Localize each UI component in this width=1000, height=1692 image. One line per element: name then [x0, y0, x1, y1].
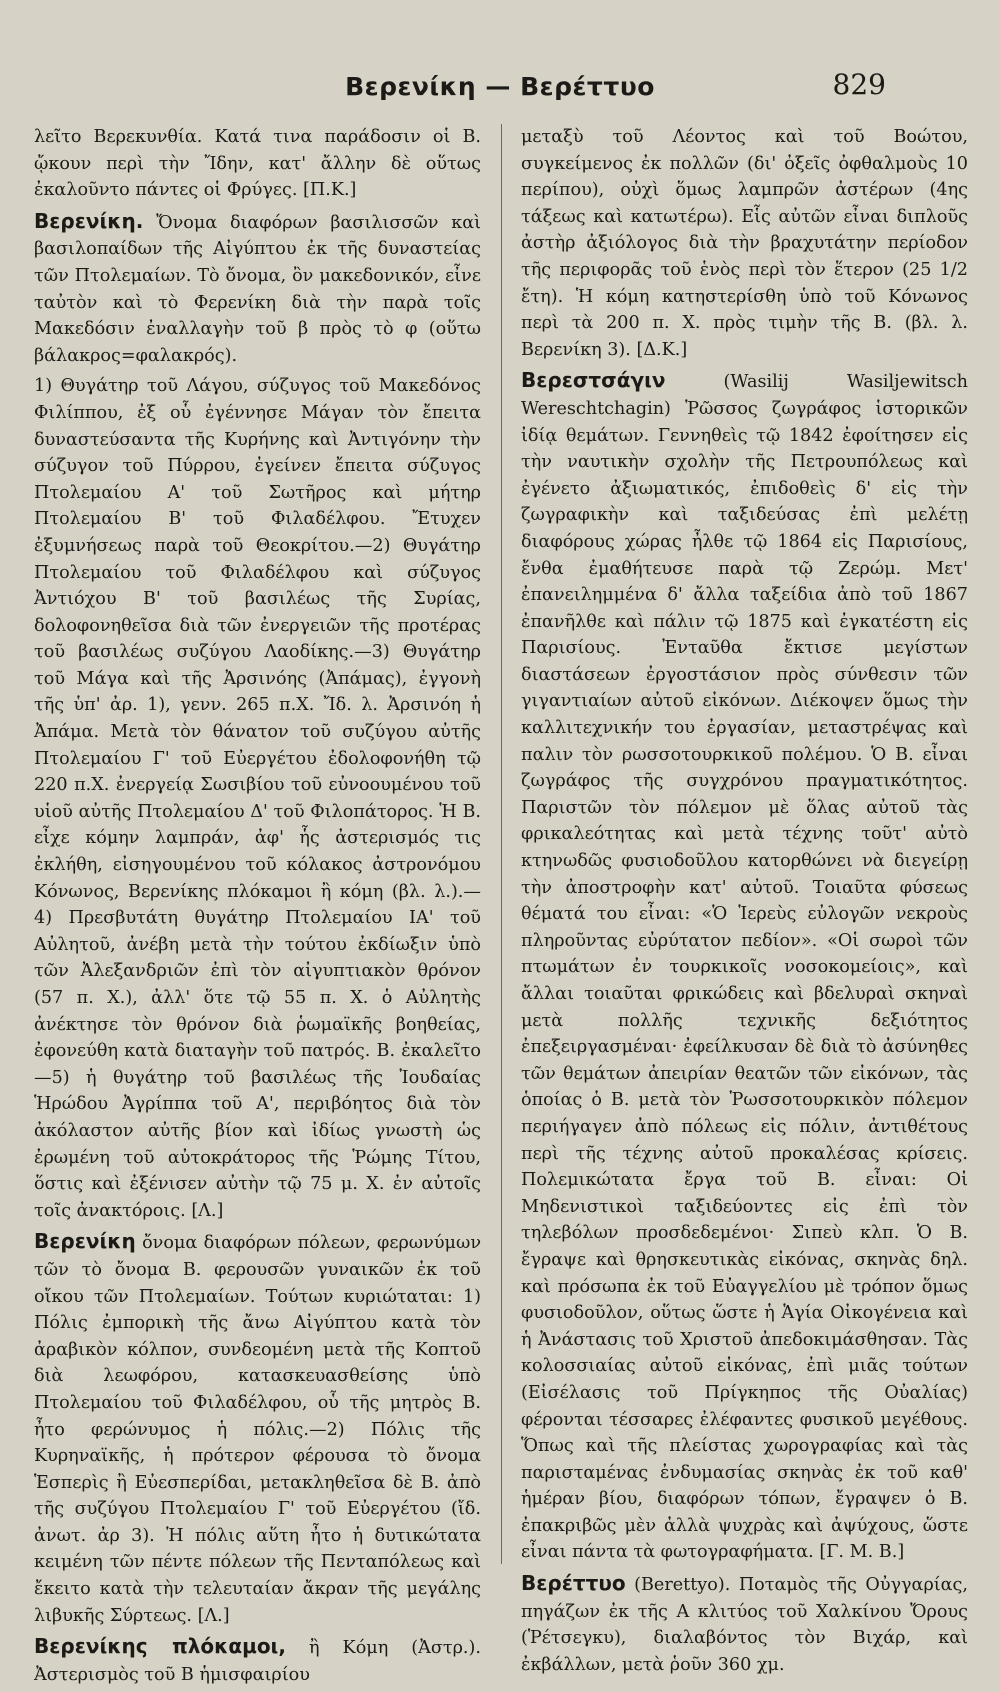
paragraph-text: 1) Θυγάτηρ τοῦ Λάγου, σύζυγος τοῦ Μακεδόνος Φιλίππου, ἐξ οὗ ἐγέννησε Μάγαν τὸν ἔπειτα δυναστεύσαντα τῆς Κυρήνης καὶ Ἀντιγόνην τὴν σύζυγον τοῦ Πύρρου, ἐγείνεν ἔπειτα σύζυγος Πτολεμαίου Α' τοῦ Σωτῆρος καὶ μήτηρ Πτολεμαίου Β' τοῦ Φιλαδέλφου. Ἔτυχεν ἐξυμνήσεως παρὰ τοῦ Θεοκρίτου.—2) Θυγάτηρ Πτολεμαίου τοῦ Φιλαδέλφου καὶ σύζυγος Ἀντιόχου Β' τοῦ βασιλέως τῆς Συρίας, δολοφονηθεῖσα διὰ τῶν ἐνεργειῶν τῆς προτέρας τοῦ βασιλέως συζύγου Λαοδίκης.—3) Θυγάτηρ τοῦ Μάγα καὶ τῆς Ἀρσινόης (Ἀπάμας), ἐγγονὴ τῆς ὑπ' ἀρ. 1), γενν. 265 π.Χ. Ἴδ. λ. Ἀρσινόη ἡ Ἀπάμα. Μετὰ τὸν θάνατον τοῦ συζύγου αὐτῆς Πτολεμαίου Γ' τοῦ Εὐεργέτου ἐδολοφονήθη τῷ 220 π.Χ. ἐνεργείᾳ Σωσιβίου τοῦ εὐνοουμένου τοῦ υἱοῦ αὐτῆς Πτολεμαίου Δ' τοῦ Φιλοπάτορος. Ἡ Β. εἶχε κόμην λαμπράν, ἀφ' ἧς ἀστερισμός τις ἐκλήθη, εἰσηγουμένου τοῦ κόλακος ἀστρονόμου Κόνωνος, Βερενίκης πλόκαμοι ἢ κόμη (βλ. λ.).—4) Πρεσβυτάτη θυγάτηρ Πτολεμαίου ΙΑ' τοῦ Αὐλητοῦ, ἀνέβη μετὰ τὴν τούτου ἐκδίωξιν ὑπὸ τῶν Ἀλεξανδριῶν ἐπὶ τὸν αἰγυπτιακὸν θρόνον (57 π. Χ.), ἀλλ' ὅτε τῷ 55 π. Χ. ὁ Αὐλητὴς ἀνέκτησε τὸν θρόνον διὰ ῥωμαϊκῆς βοηθείας, ἐφονεύθη κατὰ διαταγὴν τοῦ πατρός. Β. ἐκαλεῖτο—5) ἡ θυγάτηρ τοῦ βασιλέως τῆς Ἰουδαίας Ἡρώδου Ἀγρίππα τοῦ Α', περιβόητος διὰ τὸν ἀκόλαστον αὐτῆς βίον καὶ ἰδίως γνωστὴ ὡς ἐρωμένη τοῦ αὐτοκράτορος τῆς Ῥώμης Τίτου, ὅστις καὶ ἐξένισεν αὐτὴν τῷ 75 μ. Χ. ἐν αὐτοῖς τοῖς ἀνακτόροις. [Λ.]	[34, 376, 481, 1221]
paragraph-text: μεταξὺ τοῦ Λέοντος καὶ τοῦ Βοώτου, συγκείμενος ἐκ πολλῶν (δι' ὀξεῖς ὀφθαλμοὺς 10 περίπου), οὐχὶ ὅμως λαμπρῶν ἀστέρων (4ης τάξεως καὶ κατωτέρω). Εἷς αὐτῶν εἶναι διπλοῦς ἀστὴρ ἀξιόλογος διὰ τὴν βραχυτάτην περίοδον τῆς περιφορᾶς τοῦ ἑνὸς περὶ τὸν ἕτερον (25 1/2 ἔτη). Ἡ κόμη κατηστερίσθη ὑπὸ τοῦ Κόνωνος περὶ τὰ 200 π. Χ. πρὸς τιμὴν τῆς Β. (βλ. λ. Βερενίκη 3). [Δ.Κ.]	[521, 127, 968, 360]
entry-berestsagin	[521, 367, 968, 1566]
left-column	[34, 124, 481, 1692]
entry-headword: Βερενίκης πλόκαμοι,	[34, 1634, 286, 1659]
entry-text: ὄνομα διαφόρων πόλεων, φερωνύμων τῶν τὸ ὄνομα Β. φερουσῶν γυναικῶν ἐκ τοῦ οἴκου τῶν Πτολεμαίων. Τούτων κυριώταται: 1) Πόλις ἐμπορικὴ τῆς ἄνω Αἰγύπτου κατὰ τὸν ἀραβικὸν κόλπον, συνδεομένη μετὰ τῆς Κοπτοῦ διὰ λεωφόρου, κατασκευασθείσης ὑπὸ Πτολεμαίου τοῦ Φιλαδέλφου, οὗ τῆς μητρὸς Β. ἦτο φερώνυμος ἡ πόλις.—2) Πόλις τῆς Κυρηναϊκῆς, ἡ πρότερον φέρουσα τὸ ὄνομα Ἑσπερὶς ἢ Εὐεσπερίδαι, μετακληθεῖσα δὲ Β. ἀπὸ τῆς συζύγου Πτολεμαίου Γ' τοῦ Εὐεργέτου (ἴδ. ἀνωτ. ἀρ 3). Ἡ πόλις αὕτη ἦτο ἡ δυτικώτατα κειμένη τῶν πέντε πόλεων τῆς Πενταπόλεως καὶ ἔκειτο κατὰ τὴν τελευταίαν ἄκραν τῆς μεγάλης λιβυκῆς Σύρτεως. [Λ.]	[34, 1233, 482, 1626]
entry-text: (Berettyo). Ποταμὸς τῆς Οὐγγαρίας, πηγάζων ἐκ τῆς Α κλιτύος τοῦ Χαλκίνου Ὄρους (Ῥέτσεγκυ), διαλαβόντος τὸν Βιχάρ, καὶ ἐκβάλλων, μετὰ ῥοῦν 360 χμ.	[521, 1575, 969, 1675]
entry-berenike	[34, 208, 481, 370]
entry-text: Ὄνομα διαφόρων βασιλισσῶν καὶ βασιλοπαίδων τῆς Αἰγύπτου ἐκ τῆς δυναστείας τῶν Πτολεμαίων. Τὸ ὄνομα, ὂν μακεδονικόν, εἶνε ταὐτὸν καὶ τὸ Φερενίκη διὰ τὴν παρὰ τοῖς Μακεδόσιν ἐναλλαγὴν τοῦ β πρὸς τὸ φ (οὕτω βάλακρος=φαλακρός).	[34, 212, 481, 366]
running-title: Βερενίκη — Βερέττυο	[345, 72, 655, 101]
paragraph-text: λεῖτο Βερεκυνθία. Κατά τινα παράδοσιν οἱ Β. ᾤκουν περὶ τὴν Ἴδην, κατ' ἄλλην δὲ οὕτως ἐκαλοῦντο πάντες οἱ Φρύγες. [Π.Κ.]	[34, 127, 481, 201]
entry-text: ἢ Κόμη (Ἀστρ.). Ἀστερισμὸς τοῦ Β ἡμισφαιρίου	[34, 1638, 481, 1685]
paragraph	[34, 373, 481, 1224]
text-columns	[34, 124, 974, 1692]
entry-headword: Βερεστσάγιν	[521, 368, 666, 393]
entry-berenikes-plokamoi	[34, 1633, 481, 1688]
entry-text: (Wasilij Wasiljewitsch Wereschtchagin) Ῥῶσσος ζωγράφος ἱστορικῶν ἰδίᾳ θεμάτων. Γεννηθεὶς τῷ 1842 ἐφοίτησεν εἰς τὴν ναυτικὴν σχολὴν τῆς Πετρουπόλεως καὶ ἐγένετο ἀξιωματικός, ἐπιδοθεὶς δ' εἰς τὴν ζωγραφικὴν καὶ ταξιδεύσας ἐπὶ μελέτῃ διαφόρους χώρας ἦλθε τῷ 1864 εἰς Παρισίους, ἔνθα ἐμαθήτευσε παρὰ τῷ Ζερώμ. Μετ' ἐπανειλημμένα δ' ἄλλα ταξείδια ἀπὸ τοῦ 1867 ἐπανῆλθε καὶ πάλιν τῷ 1875 καὶ ἐγκατέστη εἰς Παρισίους. Ἐνταῦθα ἔκτισε μεγίστων διαστάσεων ἐργοστάσιον πρὸς σύνθεσιν τῶν γιγαντιαίων αὐτοῦ εἰκόνων. Διέκοψεν ὅμως τὴν καλλιτεχνικήν του ἐργασίαν, μεταστρέψας καὶ παλιν τὸν ρωσσοτουρκικοῦ πολέμου. Ὁ Β. εἶναι ζωγράφος τῆς συγχρόνου πραγματικότητος. Παριστῶν τὸν πόλεμον μὲ ὅλας αὐτοῦ τὰς φρικαλεότητας καὶ μετὰ τέχνης τοῦτ' αὐτὸ κτηνωδῶς φυσιοδοῦλου κατορθώνει νὰ διεγείρῃ τὴν ἀποστροφὴν κατ' αὐτοῦ. Τοιαῦτα φύσεως θέματά του εἶναι: «Ὁ Ἱερεὺς εὐλογῶν νεκροὺς πληροῦντας εὐρύτατον πεδίον». «Οἱ σωροὶ τῶν πτωμάτων ἐν τουρκικοῖς νοσοκομείοις», καὶ ἄλλαι τοιαῦται φρικώδεις καὶ βδελυραὶ σκηναὶ μετὰ πολλῆς τεχνικῆς δεξιότητος ἐπεξειργασμέναι· ἐφείλκυσαν δὲ διὰ τὸ ἀσύνηθες τῶν θεμάτων ἀπειρίαν θεατῶν τῶν εἰκόνων, τὰς ὁποίας ὁ Β. μετὰ τὸν Ῥωσσοτουρκικὸν πόλεμον περιήγαγεν ἀπὸ πόλεως εἰς πόλιν, ἀντιθέτους περὶ τῆς τέχνης αὐτοῦ προκαλέσας κρίσεις. Πολεμικώτατα ἔργα τοῦ Β. εἶναι: Οἱ Μηδενιστικοὶ ταξιδεύοντες εἰς ἐπὶ τὸν τηλεβόλων προσδεδεμένοι· Σιπεὺ κλπ. Ὁ Β. ἔγραψε καὶ θρησκευτικὰς εἰκόνας, σκηνὰς δηλ. καὶ πρόσωπα ἐκ τοῦ Εὐαγγελίου μὲ τρόπον ὅμως φυσιοδοῦλον, οὕτως ὥστε ἡ Ἁγία Οἰκογένεια καὶ ἡ Ἀνάστασις τοῦ Χριστοῦ ἀπεδοκιμάσθησαν. Τὰς κολοσσιαίας αὐτοῦ εἰκόνας, ἐπὶ μιᾶς τούτων (Εἰσέλασις τοῦ Πρίγκηπος τῆς Οὐαλίας) φέρονται τέσσαρες ἐλέφαντες φυσικοῦ μεγέθους. Ὅπως καὶ τῆς πλείστας χωρογραφίας καὶ τὰς παρισταμένας ἐνδυμασίας σκηνὰς ἐκ τοῦ καθ' ἡμέραν βίου, διαφόρων τόπων, ἔγραψεν ὁ Β. ἐπακριβῶς μὲν ἀλλὰ ψυχρὰς καὶ ἀψύχους, ὥστε εἶναι πάντα τὰ φωτογραφήματα. [Γ. Μ. Β.]	[521, 372, 968, 1563]
page-number: 829	[832, 68, 886, 101]
entry-headword: Βερέττυο	[521, 1571, 626, 1596]
entry-headword: Βερενίκη.	[34, 208, 144, 233]
right-column	[521, 124, 968, 1692]
paragraph	[34, 124, 481, 204]
entry-headword: Βερενίκη	[34, 1229, 136, 1254]
entry-berenike-cities	[34, 1228, 481, 1629]
paragraph	[521, 124, 968, 363]
entry-berettyo	[521, 1570, 968, 1678]
